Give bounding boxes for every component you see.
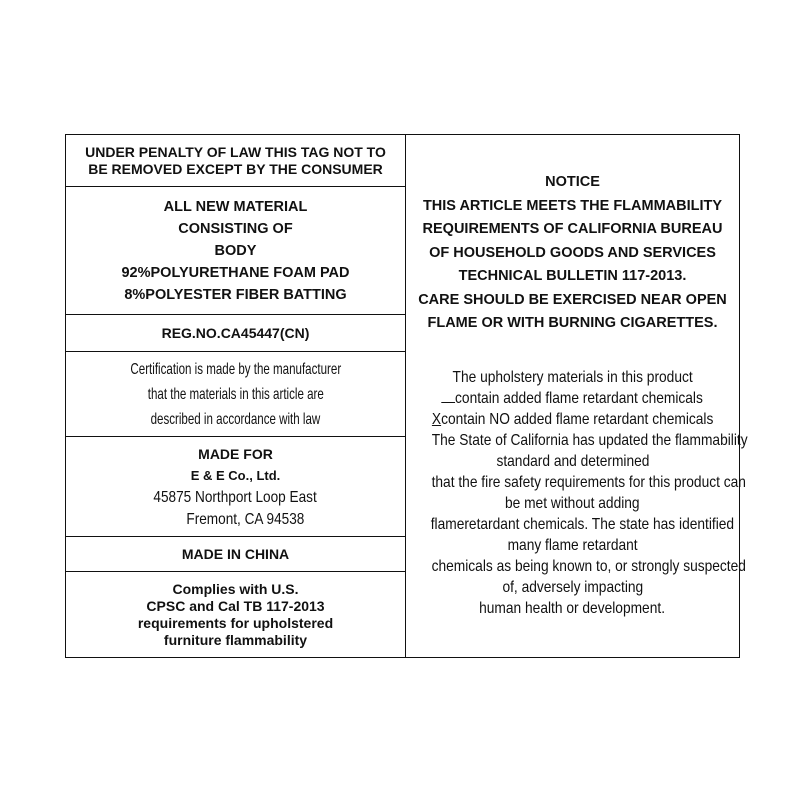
checkbox-blank [442,388,456,403]
company-name: E & E Co., Ltd. [190,467,281,483]
origin-section [66,537,405,572]
state-text-line: many flame retardant [507,537,638,554]
certification-line: Certification is made by the manufacturer [130,360,341,378]
state-text-line: be met without adding [505,495,640,512]
compliance-section [66,572,405,657]
material-line: 92%POLYURETHANE FOAM PAD [121,264,350,281]
tag-left-column [66,135,406,657]
state-text-line: chemicals as being known to, or strongly suspected [431,558,746,575]
upholstery-intro: The upholstery materials in this product [452,369,693,386]
state-text-line: that the fire safety requirements for this product can [431,474,746,491]
notice-line: TECHNICAL BULLETIN 117-2013. [458,268,687,284]
material-line: CONSISTING OF [178,220,293,237]
notice-title: NOTICE [545,174,600,190]
material-line: ALL NEW MATERIAL [163,198,308,215]
warning-line: UNDER PENALTY OF LAW THIS TAG NOT TO [85,143,386,160]
compliance-line: furniture flammability [163,631,308,648]
option-no-flame-retardant [432,409,713,430]
address-line-2: Fremont, CA 94538 [186,510,305,528]
notice-line: OF HOUSEHOLD GOODS AND SERVICES [429,244,716,261]
upholstery-disclosure [406,367,748,619]
state-text-line: flameretardant chemicals. The state has identified [430,516,735,533]
certification-section [66,352,405,437]
address-line-1: 45875 Northport Loop East [153,488,318,506]
material-section [66,187,405,315]
option-added-text: contain added flame retardant chemicals [455,390,704,407]
law-tag [65,134,748,658]
option-added-flame-retardant [442,388,704,409]
notice-line: FLAME OR WITH BURNING CIGARETTES. [427,315,718,331]
state-text-line: standard and determined [496,453,649,470]
warning-section [66,135,405,187]
state-text-line: human health or development. [479,600,666,617]
notice-line: CARE SHOULD BE EXERCISED NEAR OPEN [418,291,727,308]
compliance-line: Complies with U.S. [172,580,299,597]
registration-number [66,315,405,352]
compliance-line: requirements for upholstered [137,614,334,631]
option-none-text: contain NO added flame retardant chemicals [440,411,714,428]
made-for-section [66,437,405,537]
material-line: 8%POLYESTER FIBER BATTING [124,286,347,303]
warning-line: BE REMOVED EXCEPT BY THE CONSUMER [88,160,383,177]
checkbox-x-mark: X [431,411,441,428]
state-text-line: of, adversely impacting [502,579,643,596]
origin-text: MADE IN CHINA [181,546,290,562]
notice-line: REQUIREMENTS OF CALIFORNIA BUREAU [422,221,723,237]
notice-section [406,171,739,336]
tag-right-column [406,135,748,657]
reg-no-text: REG.NO.CA45447(CN) [161,325,310,341]
certification-line: described in accordance with law [150,410,321,428]
made-for-heading: MADE FOR [198,445,273,462]
certification-line: that the materials in this article are [147,385,324,403]
material-line: BODY [214,242,257,259]
state-text-line: The State of California has updated the flammability [431,432,748,449]
compliance-line: CPSC and Cal TB 117-2013 [146,597,325,614]
notice-line: THIS ARTICLE MEETS THE FLAMMABILITY [422,197,723,214]
